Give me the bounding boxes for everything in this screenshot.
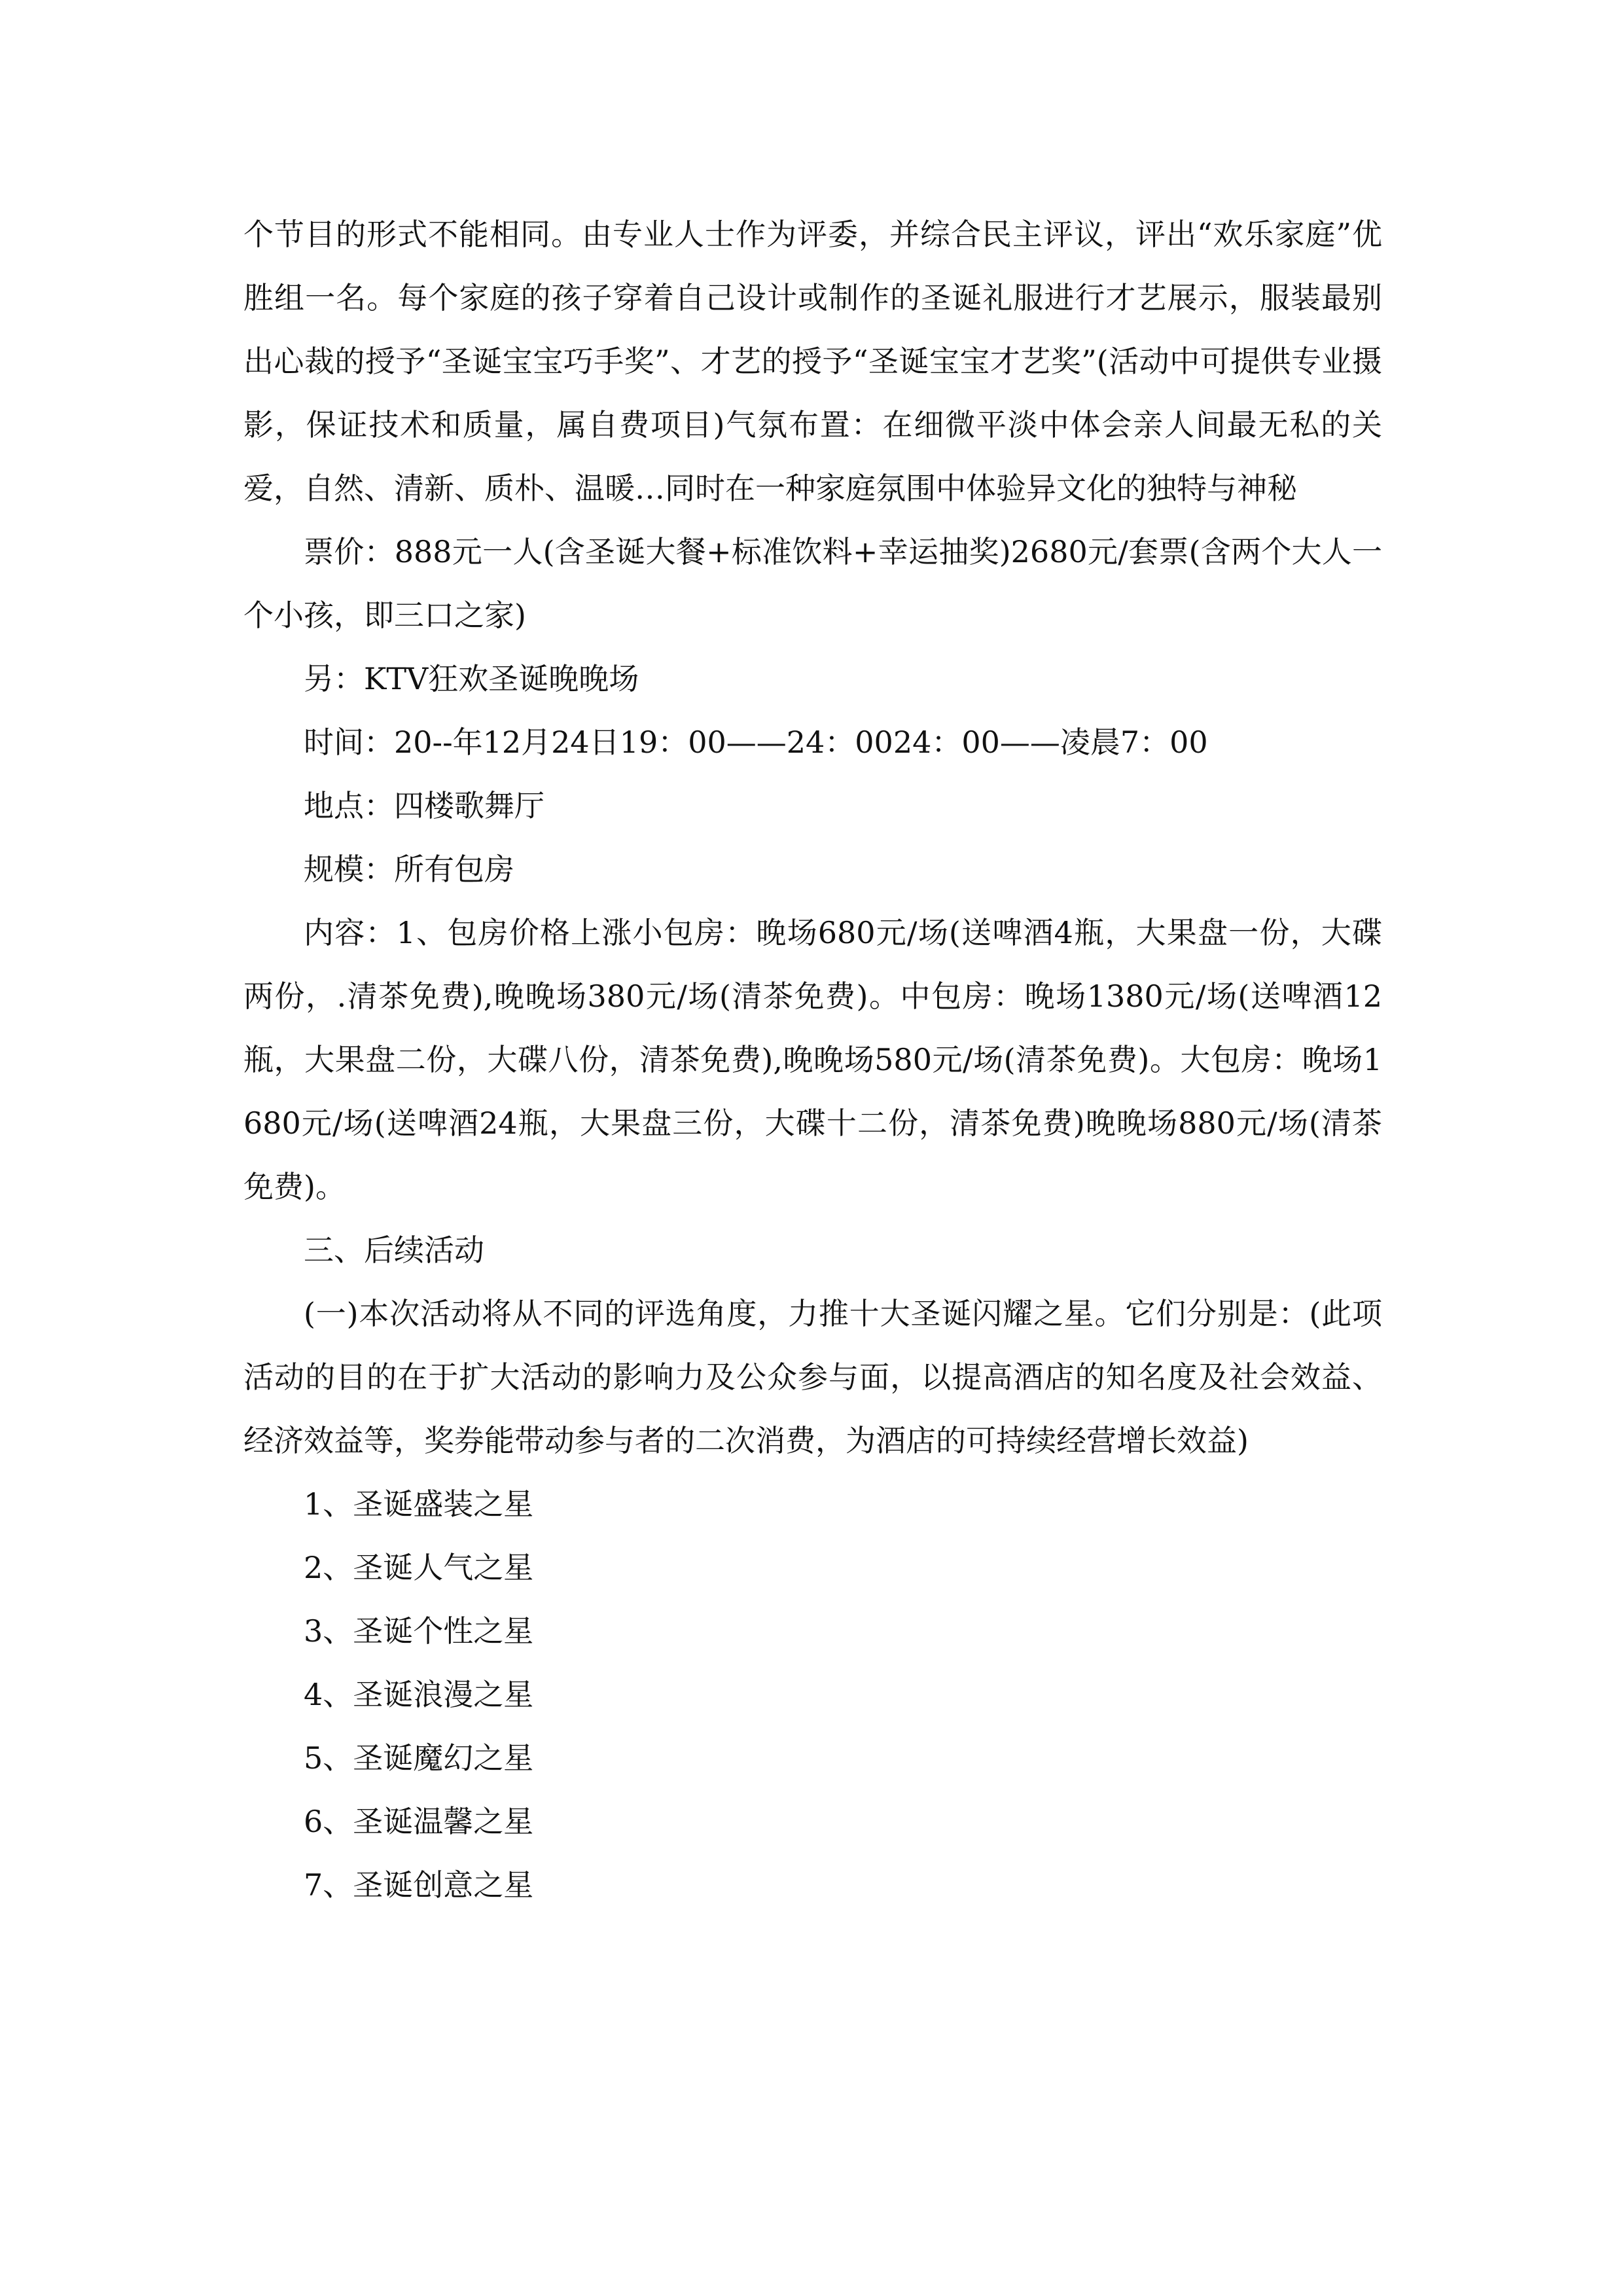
paragraph-ticket-price: 票价：888元一人(含圣诞大餐+标准饮料+幸运抽奖)2680元/套票(含两个大人一个小孩，即三口之家) [243, 534, 1382, 633]
section-heading-follow-up: 三、后续活动 [304, 1232, 484, 1268]
list-item-star-5: 5、圣诞魔幻之星 [304, 1740, 534, 1776]
list-item-star-7: 7、圣诞创意之星 [304, 1867, 534, 1903]
list-item-star-4: 4、圣诞浪漫之星 [304, 1677, 534, 1712]
list-item-star-6: 6、圣诞温馨之星 [304, 1804, 534, 1839]
paragraph-scale: 规模：所有包房 [304, 852, 514, 887]
paragraph-room-prices: 内容：1、包房价格上涨小包房：晚场680元/场(送啤酒4瓶，大果盘一份，大碟两份，.清茶免费),晚晚场380元/场(清茶免费)。中包房：晚场1380元/场(送啤酒12瓶，大果盘二份，大碟八份，清茶免费),晚晚场580元/场(清茶免费)。大包房：晚场1680元/场(送啤酒24瓶，大果盘三份，大碟十二份，清茶免费)晚晚场880元/场(清茶免费)。 [243, 915, 1382, 1204]
paragraph-time: 时间：20--年12月24日19：00——24：0024：00——凌晨7：00 [304, 725, 1208, 760]
paragraph-family-show: 个节目的形式不能相同。由专业人士作为评委，并综合民主评议，评出“欢乐家庭”优胜组一名。每个家庭的孩子穿着自己设计或制作的圣诞礼服进行才艺展示，服装最别出心裁的授予“圣诞宝宝巧手奖”、才艺的授予“圣诞宝宝才艺奖”(活动中可提供专业摄影，保证技术和质量，属自费项目)气氛布置：在细微平淡中体会亲人间最无私的关爱，自然、清新、质朴、温暖…同时在一种家庭氛围中体验异文化的独特与神秘 [243, 217, 1382, 506]
paragraph-ktv-title: 另：KTV狂欢圣诞晚晚场 [304, 661, 639, 696]
list-item-star-3: 3、圣诞个性之星 [304, 1613, 534, 1649]
list-item-star-2: 2、圣诞人气之星 [304, 1550, 534, 1585]
paragraph-stars-intro: (一)本次活动将从不同的评选角度，力推十大圣诞闪耀之星。它们分别是：(此项活动的目的在于扩大活动的影响力及公众参与面，以提高酒店的知名度及社会效益、经济效益等，奖券能带动参与者的二次消费，为酒店的可持续经营增长效益) [243, 1296, 1382, 1458]
document-body [243, 203, 1382, 1917]
list-item-star-1: 1、圣诞盛装之星 [304, 1486, 534, 1522]
paragraph-location: 地点：四楼歌舞厅 [304, 788, 544, 823]
